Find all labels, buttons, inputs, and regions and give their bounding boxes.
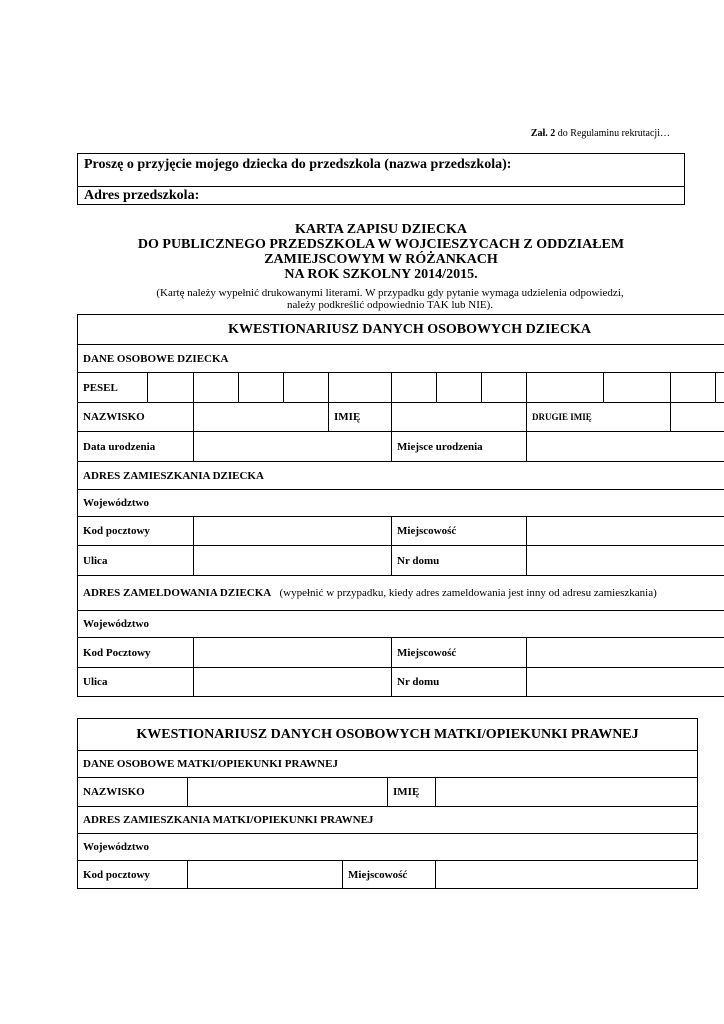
reg-house-no-label: Nr domu (392, 668, 527, 697)
reg-postal-code-label: Kod Pocztowy (78, 638, 194, 668)
pesel-digit-11[interactable] (671, 373, 716, 403)
mother-first-name-label: IMIĘ (388, 778, 436, 807)
reg-city-label: Miejscowość (392, 638, 527, 668)
attachment-text: do Regulaminu rekrutacji… (557, 128, 670, 139)
reg-street-label: Ulica (78, 668, 194, 697)
child-first-name-label: IMIĘ (329, 403, 392, 432)
mother-questionnaire (77, 718, 698, 889)
birth-place-field[interactable] (527, 432, 724, 462)
reg-voivodeship-field[interactable]: Województwo (78, 611, 724, 638)
pesel-label: PESEL (78, 373, 148, 403)
birth-place-label: Miejsce urodzenia (392, 432, 527, 462)
mother-postal-code-field[interactable] (188, 861, 343, 889)
pesel-digit-4[interactable] (284, 373, 329, 403)
child-house-no-field[interactable] (527, 546, 724, 576)
form-heading-line3: ZAMIEJSCOWYM W RÓŻANKACH (264, 252, 498, 267)
child-first-name-field[interactable] (392, 403, 527, 432)
reg-house-no-field[interactable] (527, 668, 724, 697)
mother-first-name-field[interactable] (436, 778, 698, 807)
reg-postal-code-field[interactable] (194, 638, 392, 668)
child-street-field[interactable] (194, 546, 392, 576)
kindergarten-address-field[interactable]: Adres przedszkola: (78, 187, 685, 205)
mother-postal-code-label: Kod pocztowy (78, 861, 188, 889)
reg-city-field[interactable] (527, 638, 724, 668)
child-second-name-field[interactable] (671, 403, 724, 432)
child-registration-section (78, 576, 724, 611)
mother-surname-label: NAZWISKO (78, 778, 188, 807)
pesel-digit-10[interactable] (604, 373, 671, 403)
mother-voivodeship-field[interactable]: Województwo (78, 834, 698, 861)
mother-city-field[interactable] (436, 861, 698, 889)
child-questionnaire (77, 314, 724, 697)
kindergarten-box (77, 153, 685, 205)
birth-date-field[interactable] (194, 432, 392, 462)
pesel-digit-6[interactable] (392, 373, 437, 403)
pesel-digit-3[interactable] (239, 373, 284, 403)
registration-section-note: (wypełnić w przypadku, kiedy adres zameldowania jest inny od adresu zamieszkania) (279, 587, 657, 599)
child-second-name-label: DRUGIE IMIĘ (527, 403, 671, 432)
mother-personal-section: DANE OSOBOWE MATKI/OPIEKUNKI PRAWNEJ (78, 751, 698, 778)
child-voivodeship-field[interactable]: Województwo (78, 490, 724, 517)
pesel-digit-7[interactable] (437, 373, 482, 403)
child-city-field[interactable] (527, 517, 724, 546)
child-postal-code-field[interactable] (194, 517, 392, 546)
child-surname-label: NAZWISKO (78, 403, 194, 432)
form-instructions-line2: należy podkreślić odpowiednio TAK lub NIE). (286, 299, 494, 311)
reg-street-field[interactable] (194, 668, 392, 697)
child-house-no-label: Nr domu (392, 546, 527, 576)
child-residence-section: ADRES ZAMIESZKANIA DZIECKA (78, 462, 724, 490)
form-instructions-line1: (Kartę należy wypełnić drukowanymi literami. W przypadku gdy pytanie wymaga udzielenia odpowiedzi, (156, 287, 624, 299)
mother-city-label: Miejscowość (343, 861, 436, 889)
child-street-label: Ulica (78, 546, 194, 576)
pesel-digit-2[interactable] (194, 373, 239, 403)
child-postal-code-label: Kod pocztowy (78, 517, 194, 546)
registration-section-title: ADRES ZAMELDOWANIA DZIECKA (83, 587, 272, 599)
child-personal-section: DANE OSOBOWE DZIECKA (78, 345, 724, 373)
form-heading-line4: NA ROK SZKOLNY 2014/2015. (284, 267, 478, 282)
child-questionnaire-title: KWESTIONARIUSZ DANYCH OSOBOWYCH DZIECKA (78, 315, 724, 345)
attachment-note (470, 128, 670, 139)
attachment-label: Zał. 2 (530, 128, 556, 139)
pesel-digit-9[interactable] (527, 373, 604, 403)
child-surname-field[interactable] (194, 403, 329, 432)
mother-residence-section: ADRES ZAMIESZKANIA MATKI/OPIEKUNKI PRAWNEJ (78, 807, 698, 834)
pesel-digit-5[interactable] (329, 373, 392, 403)
kindergarten-name-field[interactable]: Proszę o przyjęcie mojego dziecka do przedszkola (nazwa przedszkola): (78, 154, 685, 187)
pesel-digit-8[interactable] (482, 373, 527, 403)
form-heading-line1: KARTA ZAPISU DZIECKA (295, 222, 467, 237)
mother-questionnaire-title: KWESTIONARIUSZ DANYCH OSOBOWYCH MATKI/OPIEKUNKI PRAWNEJ (78, 719, 698, 751)
pesel-extra-cell[interactable] (716, 373, 724, 403)
child-city-label: Miejscowość (392, 517, 527, 546)
pesel-digit-1[interactable] (148, 373, 194, 403)
form-heading-line2: DO PUBLICZNEGO PRZEDSZKOLA W WOJCIESZYCACH Z ODDZIAŁEM (137, 237, 625, 252)
birth-date-label: Data urodzenia (78, 432, 194, 462)
mother-surname-field[interactable] (188, 778, 388, 807)
